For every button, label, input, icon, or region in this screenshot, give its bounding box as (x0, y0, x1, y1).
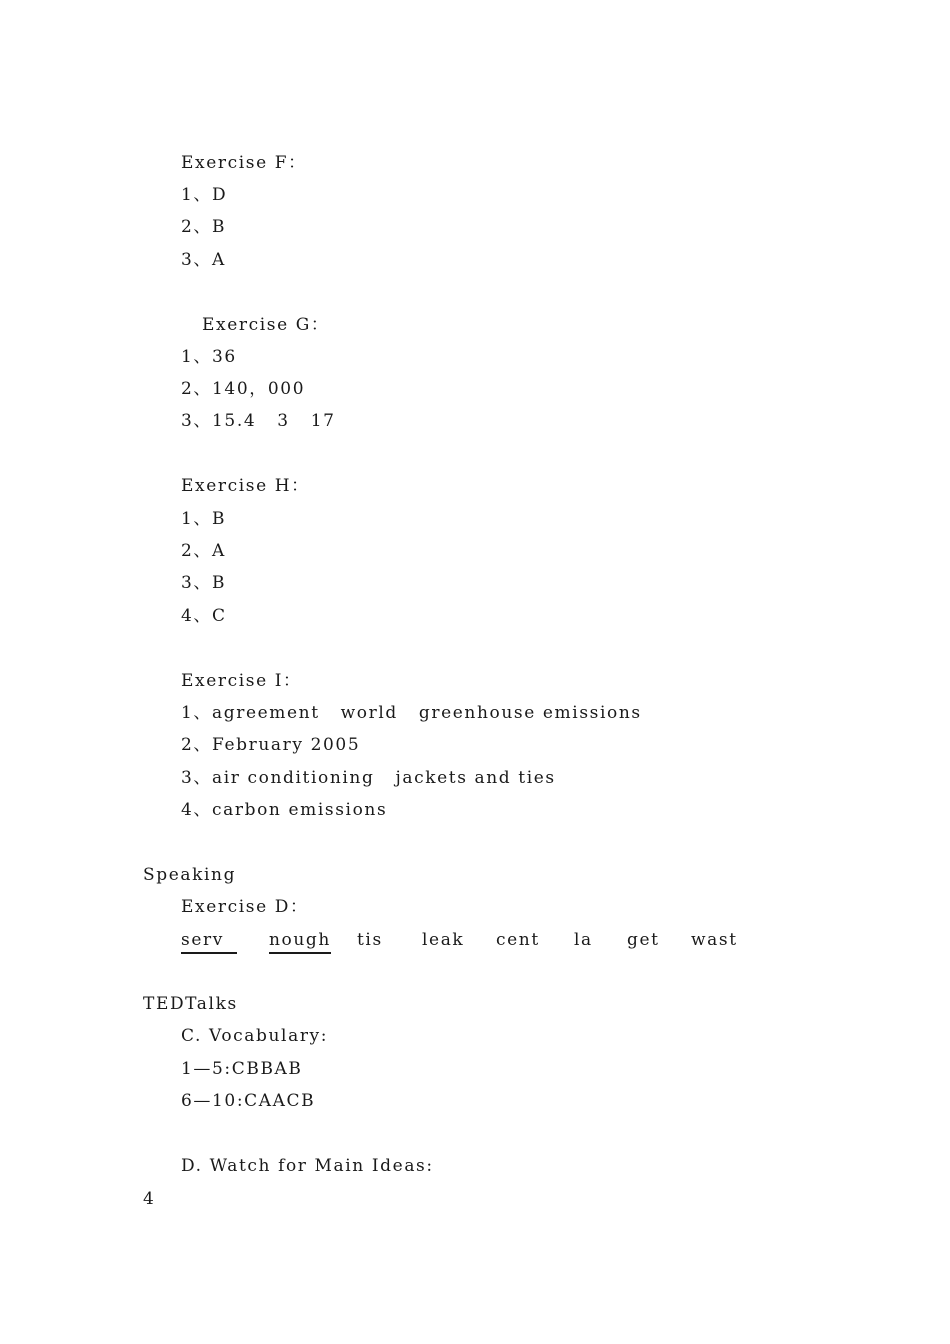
speaking-exercise-d-heading: Exercise D： (181, 897, 309, 917)
speaking-word-underlined: serv (181, 929, 237, 954)
exercise-i-item: 4、carbon emissions (181, 800, 388, 820)
speaking-word: tis (357, 930, 383, 950)
speaking-title: Speaking (143, 865, 237, 885)
tedtalks-vocabulary-item: 6—10:CAACB (181, 1091, 316, 1111)
speaking-word: cent (496, 930, 540, 950)
exercise-h-item: 4、C (181, 606, 227, 626)
exercise-h-item: 2、A (181, 541, 226, 561)
tedtalks-main-ideas-heading: D. Watch for Main Ideas: (181, 1156, 434, 1176)
speaking-word: wast (691, 930, 738, 950)
speaking-word: la (574, 930, 593, 950)
exercise-f-item: 2、B (181, 217, 227, 237)
speaking-word: get (627, 930, 660, 950)
speaking-word-underlined: nough (269, 929, 331, 954)
exercise-g-heading: Exercise G： (202, 315, 330, 335)
exercise-i-heading: Exercise I： (181, 671, 302, 691)
exercise-g-item: 3、15.4 3 17 (181, 411, 336, 431)
speaking-word: leak (422, 930, 465, 950)
exercise-h-item: 1、B (181, 509, 227, 529)
tedtalks-title: TEDTalks (143, 994, 238, 1014)
exercise-f-item: 1、D (181, 185, 228, 205)
exercise-h-item: 3、B (181, 573, 227, 593)
exercise-i-item: 1、agreement world greenhouse emissions (181, 703, 642, 723)
page-number: 4 (143, 1189, 156, 1209)
exercise-f-heading: Exercise F： (181, 153, 307, 173)
exercise-i-item: 3、air conditioning jackets and ties (181, 768, 556, 788)
tedtalks-vocabulary-heading: C. Vocabulary: (181, 1026, 329, 1046)
exercise-g-item: 1、36 (181, 347, 237, 367)
exercise-i-item: 2、February 2005 (181, 735, 361, 755)
exercise-g-item: 2、140，000 (181, 379, 306, 399)
speaking-word-row (0, 929, 950, 953)
exercise-f-item: 3、A (181, 250, 226, 270)
tedtalks-vocabulary-item: 1—5:CBBAB (181, 1059, 303, 1079)
exercise-h-heading: Exercise H： (181, 476, 310, 496)
